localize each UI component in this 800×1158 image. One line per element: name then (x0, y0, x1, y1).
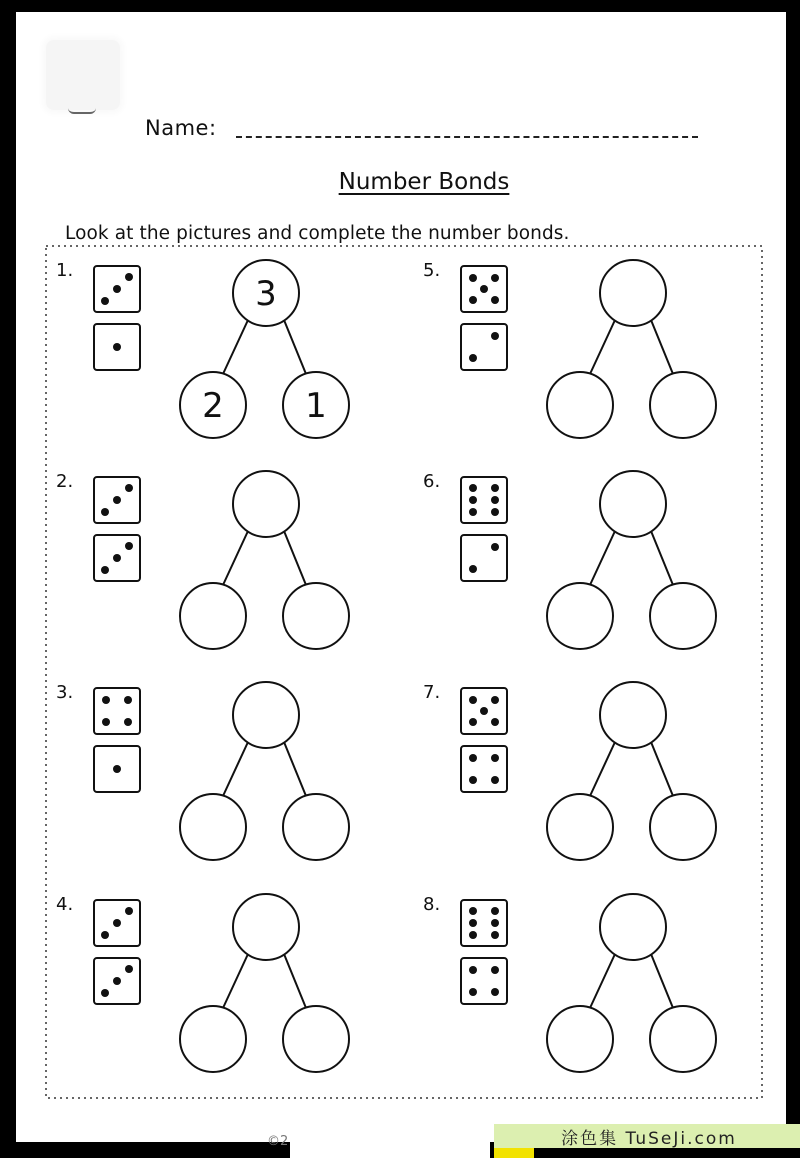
bond-value-whole: 3 (255, 274, 277, 314)
bond-line-left (590, 742, 615, 796)
die-pip (102, 696, 110, 704)
bond-circle-whole (600, 682, 666, 748)
bond-line-left (223, 954, 248, 1008)
die-pip (101, 989, 109, 997)
die-4 (94, 688, 140, 734)
die-pip (113, 496, 121, 504)
problem-1 (56, 260, 349, 438)
problem-2 (56, 471, 349, 649)
problem-5 (423, 260, 716, 438)
die-3 (94, 535, 140, 581)
bond-circle-right (650, 583, 716, 649)
die-pip (469, 508, 477, 516)
die-pip (469, 931, 477, 939)
die-6 (461, 477, 507, 523)
problem-number: 8. (423, 894, 441, 915)
die-5 (461, 266, 507, 312)
die-pip (101, 297, 109, 305)
die-pip (491, 508, 499, 516)
bond-line-right (651, 531, 673, 585)
die-pip (469, 296, 477, 304)
bond-line-right (651, 742, 673, 796)
die-pip (469, 919, 477, 927)
name-label: Name: (145, 116, 217, 140)
die-3 (94, 477, 140, 523)
die-2 (461, 324, 507, 370)
die-pip (480, 707, 488, 715)
die-pip (491, 484, 499, 492)
die-3 (94, 900, 140, 946)
die-3 (94, 958, 140, 1004)
problem-7 (423, 682, 716, 860)
die-pip (469, 496, 477, 504)
die-pip (101, 508, 109, 516)
bond-circle-left (180, 583, 246, 649)
bond-line-left (223, 742, 248, 796)
die-pip (113, 343, 121, 351)
problem-number: 6. (423, 471, 441, 492)
die-pip (113, 765, 121, 773)
problem-number: 5. (423, 260, 441, 281)
die-1 (94, 746, 140, 792)
die-face (461, 324, 507, 370)
problem-number: 7. (423, 682, 441, 703)
die-pip (113, 285, 121, 293)
bond-line-left (590, 954, 615, 1008)
die-4 (461, 746, 507, 792)
problem-number: 3. (56, 682, 74, 703)
die-pip (491, 274, 499, 282)
die-pip (491, 931, 499, 939)
instructions: Look at the pictures and complete the number bonds. (65, 223, 570, 244)
problem-3 (56, 682, 349, 860)
problem-number: 4. (56, 894, 74, 915)
bond-circle-right (283, 794, 349, 860)
bond-circle-left (547, 583, 613, 649)
problems-layer (56, 260, 716, 1072)
bond-line-right (284, 954, 306, 1008)
die-pip (491, 718, 499, 726)
die-1 (94, 324, 140, 370)
bond-line-right (284, 320, 306, 374)
die-pip (480, 285, 488, 293)
watermark: 涂色集 TuSeJi.com (494, 1124, 800, 1148)
bond-circle-whole (600, 471, 666, 537)
die-face (461, 477, 507, 523)
die-pip (491, 776, 499, 784)
die-pip (491, 543, 499, 551)
bond-circle-left (547, 372, 613, 438)
bond-circle-whole (600, 894, 666, 960)
die-pip (491, 296, 499, 304)
die-pip (491, 966, 499, 974)
bond-line-right (651, 954, 673, 1008)
bond-circle-whole (233, 894, 299, 960)
die-pip (469, 274, 477, 282)
bond-circle-left (547, 1006, 613, 1072)
problem-number: 2. (56, 471, 74, 492)
die-pip (469, 754, 477, 762)
die-pip (491, 696, 499, 704)
die-pip (101, 566, 109, 574)
die-pip (469, 776, 477, 784)
bond-line-left (590, 320, 615, 374)
bond-circle-right (650, 794, 716, 860)
die-pip (491, 919, 499, 927)
die-pip (469, 907, 477, 915)
die-3 (94, 266, 140, 312)
bond-line-left (223, 531, 248, 585)
dotted-border (46, 246, 762, 1098)
die-pip (124, 696, 132, 704)
bond-circle-right (650, 1006, 716, 1072)
die-pip (491, 496, 499, 504)
die-pip (113, 554, 121, 562)
die-6 (461, 900, 507, 946)
problem-6 (423, 471, 716, 649)
die-face (94, 688, 140, 734)
die-pip (469, 484, 477, 492)
bond-circle-right (283, 583, 349, 649)
problem-8 (423, 894, 716, 1072)
die-4 (461, 958, 507, 1004)
die-pip (113, 919, 121, 927)
die-face (461, 746, 507, 792)
bond-circle-whole (600, 260, 666, 326)
bond-value-right: 1 (305, 386, 327, 426)
die-pip (491, 332, 499, 340)
die-pip (125, 484, 133, 492)
bond-circle-right (650, 372, 716, 438)
die-face (461, 535, 507, 581)
problem-4 (56, 894, 349, 1072)
bond-circle-right (283, 1006, 349, 1072)
bond-line-right (651, 320, 673, 374)
die-pip (491, 754, 499, 762)
bond-circle-left (547, 794, 613, 860)
bond-circle-left (180, 1006, 246, 1072)
die-pip (124, 718, 132, 726)
die-2 (461, 535, 507, 581)
bond-circle-left (180, 794, 246, 860)
die-pip (125, 542, 133, 550)
problem-number: 1. (56, 260, 74, 281)
die-pip (491, 907, 499, 915)
die-pip (125, 273, 133, 281)
die-pip (469, 696, 477, 704)
bond-line-right (284, 531, 306, 585)
die-face (461, 958, 507, 1004)
bond-circle-whole (233, 471, 299, 537)
worksheet-title: Number Bonds (338, 169, 510, 195)
die-pip (469, 718, 477, 726)
die-pip (469, 988, 477, 996)
die-5 (461, 688, 507, 734)
die-face (461, 900, 507, 946)
bond-line-left (590, 531, 615, 585)
copyright-text: ©2 (267, 1134, 289, 1149)
bond-value-left: 2 (202, 386, 224, 426)
die-pip (469, 565, 477, 573)
die-pip (101, 931, 109, 939)
bond-line-left (223, 320, 248, 374)
die-pip (125, 907, 133, 915)
die-pip (102, 718, 110, 726)
bond-circle-whole (233, 682, 299, 748)
die-pip (469, 354, 477, 362)
die-pip (125, 965, 133, 973)
bond-line-right (284, 742, 306, 796)
die-pip (491, 988, 499, 996)
die-pip (469, 966, 477, 974)
die-pip (113, 977, 121, 985)
